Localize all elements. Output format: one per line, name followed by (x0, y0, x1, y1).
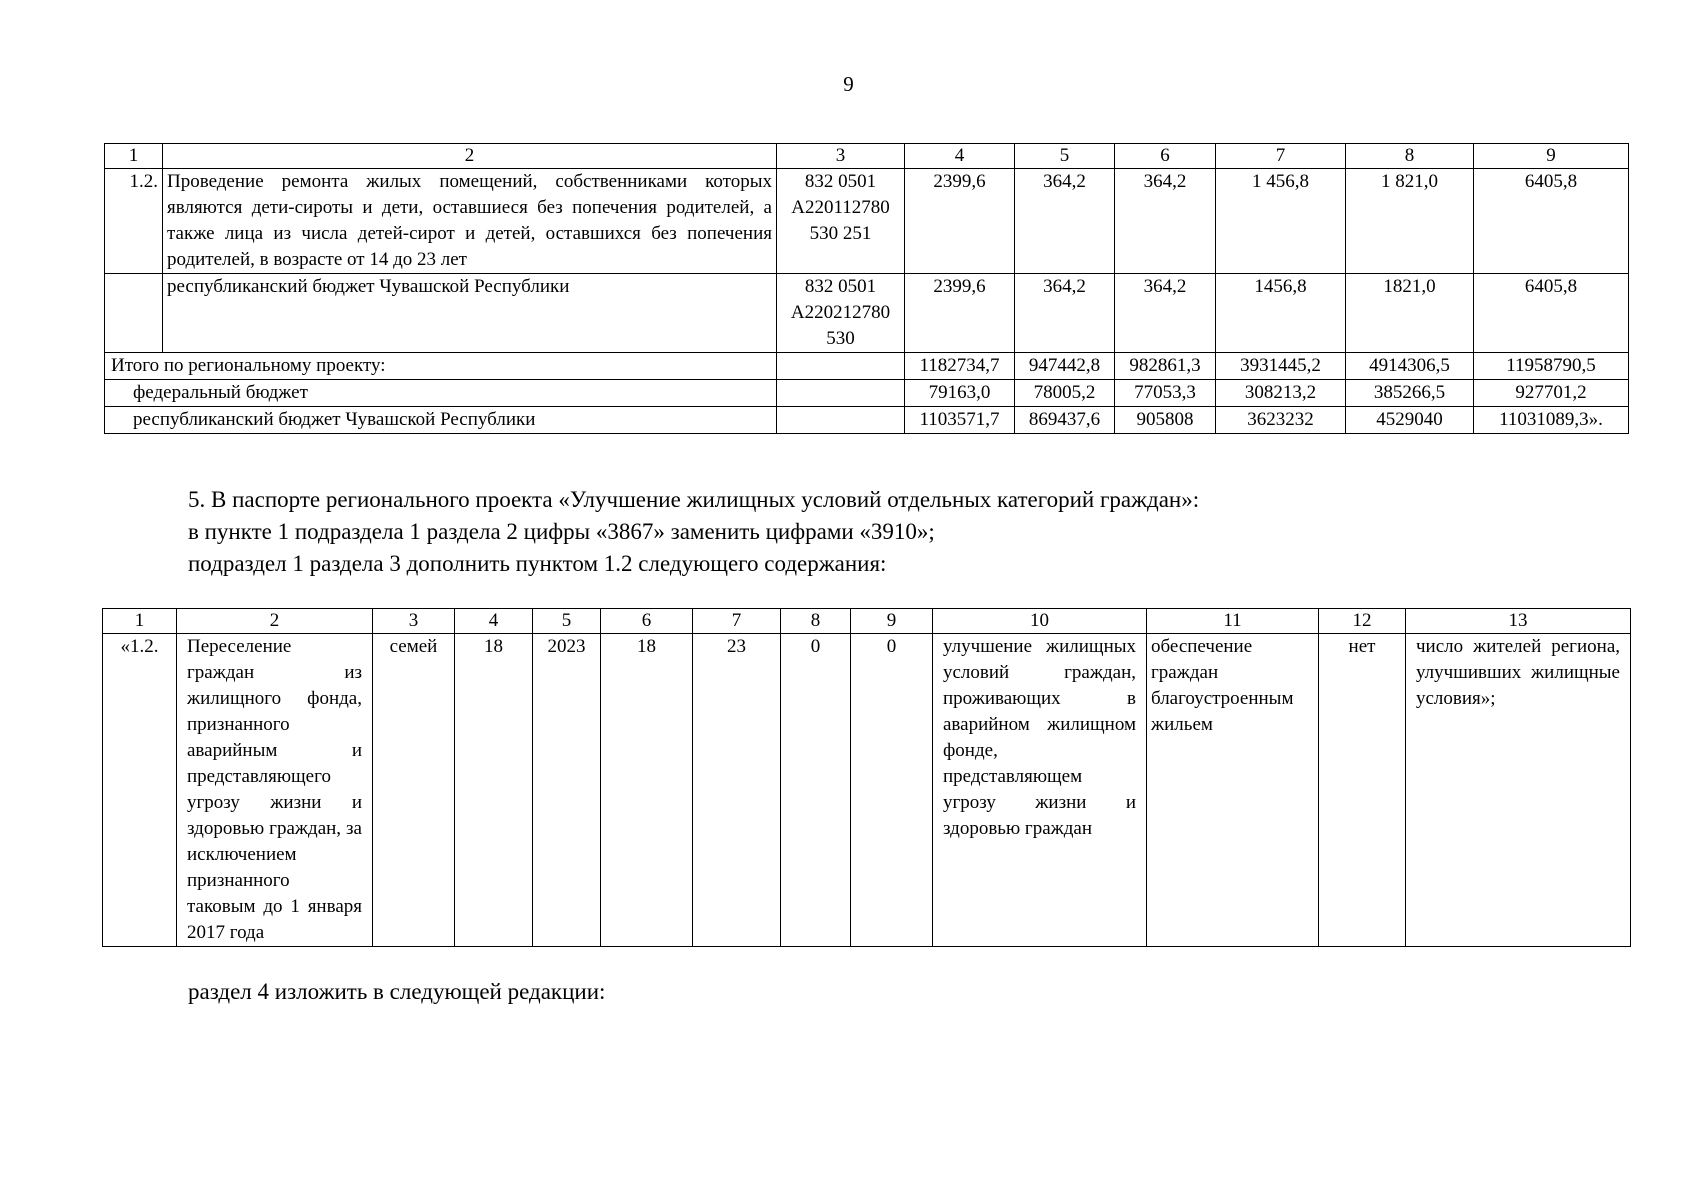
result-cell: обеспечение граждан благоустроенным жильем (1147, 634, 1319, 947)
value-cell: 385266,5 (1346, 380, 1474, 407)
total-label: Итого по региональному проекту: (105, 353, 777, 380)
table2-row (103, 634, 1631, 947)
value-cell: 0 (851, 634, 933, 947)
empty-cell (105, 274, 163, 353)
value-cell: 364,2 (1115, 169, 1216, 274)
table2-header: 10 (933, 609, 1147, 634)
value-cell: 23 (693, 634, 781, 947)
indicators-table (102, 608, 1631, 947)
page-number: 9 (843, 72, 854, 96)
effect-cell: число жителей региона, улучшивших жилищные условия»; (1406, 634, 1631, 947)
table2-header-row (103, 609, 1631, 634)
republic-label: республиканский бюджет Чувашской Республики (105, 407, 777, 434)
value-cell: 1182734,7 (905, 353, 1015, 380)
value-cell: 11031089,3». (1474, 407, 1629, 434)
value-cell: 927701,2 (1474, 380, 1629, 407)
table1-header: 6 (1115, 144, 1216, 169)
value-cell: 11958790,5 (1474, 353, 1629, 380)
table1-header: 1 (105, 144, 163, 169)
activity-name: Проведение ремонта жилых помещений, собственниками которых являются дети-сироты и дети, оставшиеся без попечения родителей, а также лица из числа детей-сирот и детей, оставшихся без попечения родителей, в возрасте от 14 до 23 лет (163, 169, 777, 274)
final-paragraph: раздел 4 изложить в следующей редакции: (188, 979, 606, 1004)
table2-header: 13 (1406, 609, 1631, 634)
row-number: 1.2. (105, 169, 163, 274)
value-cell: 308213,2 (1216, 380, 1346, 407)
table1-header: 9 (1474, 144, 1629, 169)
empty-cell (777, 380, 905, 407)
flag-cell: нет (1319, 634, 1406, 947)
table2-header: 6 (601, 609, 693, 634)
value-cell: 0 (781, 634, 851, 947)
table1-header-row (105, 144, 1629, 169)
source-name: республиканский бюджет Чувашской Республики (163, 274, 777, 353)
table2-header: 7 (693, 609, 781, 634)
table1-header: 3 (777, 144, 905, 169)
year-cell: 2023 (533, 634, 601, 947)
value-cell: 2399,6 (905, 274, 1015, 353)
table1-header: 2 (163, 144, 777, 169)
empty-cell (777, 407, 905, 434)
table2-header: 9 (851, 609, 933, 634)
table1-header: 5 (1015, 144, 1115, 169)
value-cell: 18 (455, 634, 533, 947)
empty-cell (777, 353, 905, 380)
table2-header: 1 (103, 609, 177, 634)
value-cell: 982861,3 (1115, 353, 1216, 380)
table2-header: 4 (455, 609, 533, 634)
value-cell: 869437,6 (1015, 407, 1115, 434)
value-cell: 364,2 (1015, 169, 1115, 274)
table1-header: 7 (1216, 144, 1346, 169)
budget-table (104, 143, 1629, 434)
value-cell: 1 821,0 (1346, 169, 1474, 274)
table2-header: 3 (373, 609, 455, 634)
value-cell: 947442,8 (1015, 353, 1115, 380)
table1-row-federal (105, 380, 1629, 407)
value-cell: 77053,3 (1115, 380, 1216, 407)
goal-cell: улучшение жилищных условий граждан, проживающих в аварийном жилищном фонде, представляющем угрозу жизни и здоровью граждан (933, 634, 1147, 947)
value-cell: 1456,8 (1216, 274, 1346, 353)
unit-cell: семей (373, 634, 455, 947)
paragraph: в пункте 1 подраздела 1 раздела 2 цифры «3867» заменить цифрами «3910»; (188, 519, 935, 544)
paragraph: 5. В паспорте регионального проекта «Улучшение жилищных условий отдельных категорий граждан»: (188, 487, 1200, 512)
value-cell: 1 456,8 (1216, 169, 1346, 274)
table1-header: 8 (1346, 144, 1474, 169)
paragraph: подраздел 1 раздела 3 дополнить пунктом 1.2 следующего содержания: (188, 551, 887, 576)
table2-header: 2 (177, 609, 373, 634)
value-cell: 364,2 (1115, 274, 1216, 353)
budget-code: 832 0501 А220212780 530 (777, 274, 905, 353)
indicator-name: Переселение граждан из жилищного фонда, признанного аварийным и представляющего угрозу жизни и здоровью граждан, за исключением признанного таковым до 1 января 2017 года (177, 634, 373, 947)
table2-header: 8 (781, 609, 851, 634)
value-cell: 364,2 (1015, 274, 1115, 353)
table2-header: 5 (533, 609, 601, 634)
value-cell: 18 (601, 634, 693, 947)
table2-header: 12 (1319, 609, 1406, 634)
value-cell: 3931445,2 (1216, 353, 1346, 380)
value-cell: 6405,8 (1474, 274, 1629, 353)
table1-header: 4 (905, 144, 1015, 169)
table1-row-activity (105, 169, 1629, 274)
value-cell: 78005,2 (1015, 380, 1115, 407)
value-cell: 4914306,5 (1346, 353, 1474, 380)
value-cell: 1821,0 (1346, 274, 1474, 353)
table1-row-total (105, 353, 1629, 380)
value-cell: 79163,0 (905, 380, 1015, 407)
value-cell: 1103571,7 (905, 407, 1015, 434)
table1-row-republic (105, 407, 1629, 434)
table2-header: 11 (1147, 609, 1319, 634)
row-number: «1.2. (103, 634, 177, 947)
value-cell: 3623232 (1216, 407, 1346, 434)
table1-row-source (105, 274, 1629, 353)
value-cell: 6405,8 (1474, 169, 1629, 274)
budget-code: 832 0501 А220112780 530 251 (777, 169, 905, 274)
value-cell: 905808 (1115, 407, 1216, 434)
value-cell: 2399,6 (905, 169, 1015, 274)
value-cell: 4529040 (1346, 407, 1474, 434)
federal-label: федеральный бюджет (105, 380, 777, 407)
